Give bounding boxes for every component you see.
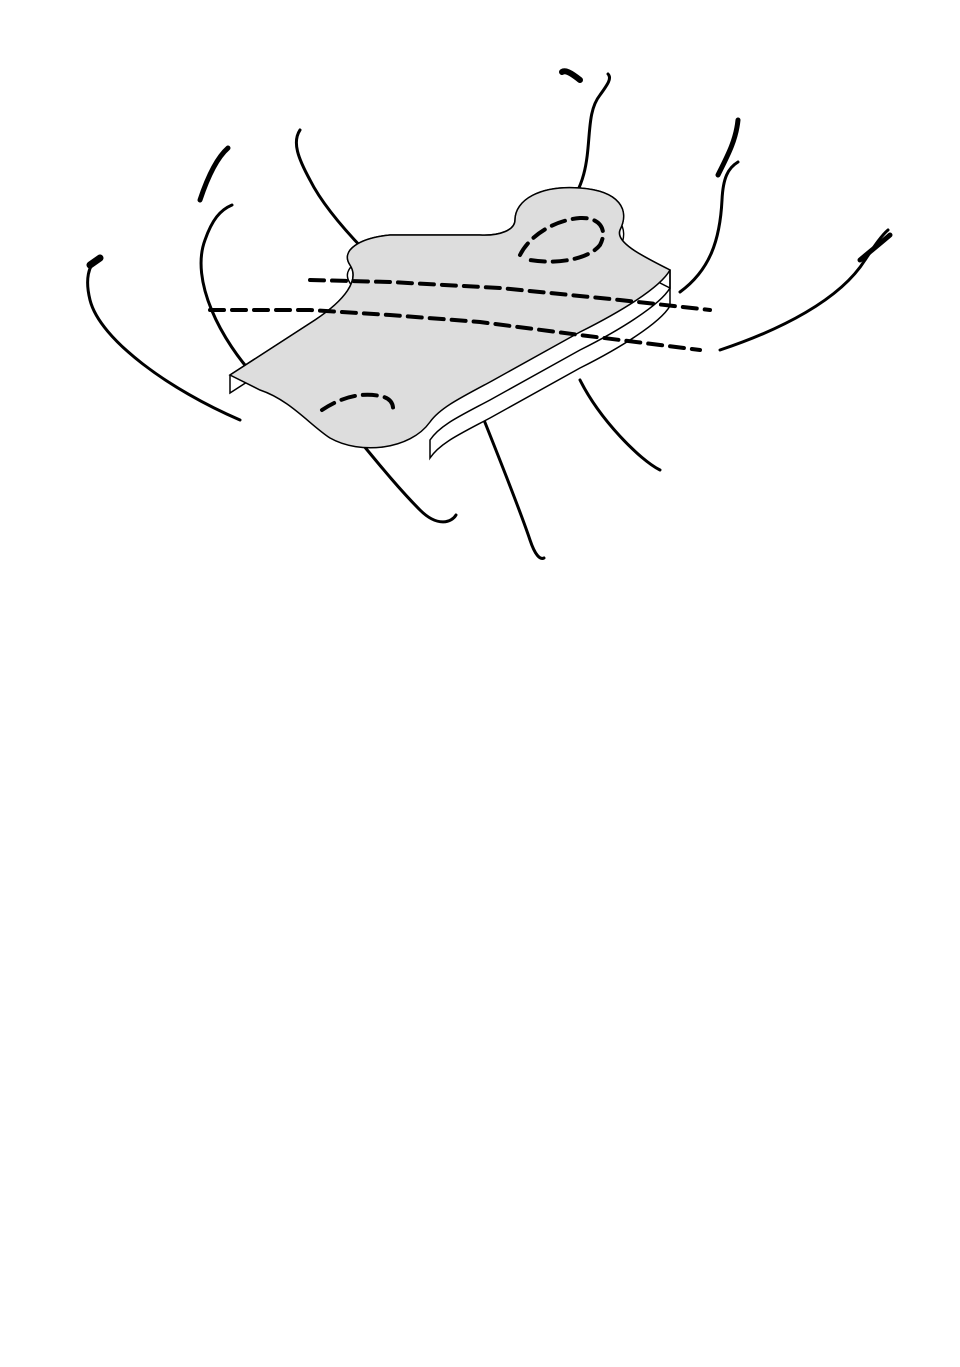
tray-top bbox=[230, 188, 670, 448]
string-right-upper bbox=[680, 162, 738, 292]
string-bottom-far bbox=[580, 380, 660, 470]
tray-illustration bbox=[60, 60, 920, 600]
string-left-upper bbox=[201, 205, 258, 380]
string-bottom-right bbox=[480, 410, 544, 558]
string-left bbox=[88, 258, 240, 420]
string-right bbox=[720, 230, 888, 350]
